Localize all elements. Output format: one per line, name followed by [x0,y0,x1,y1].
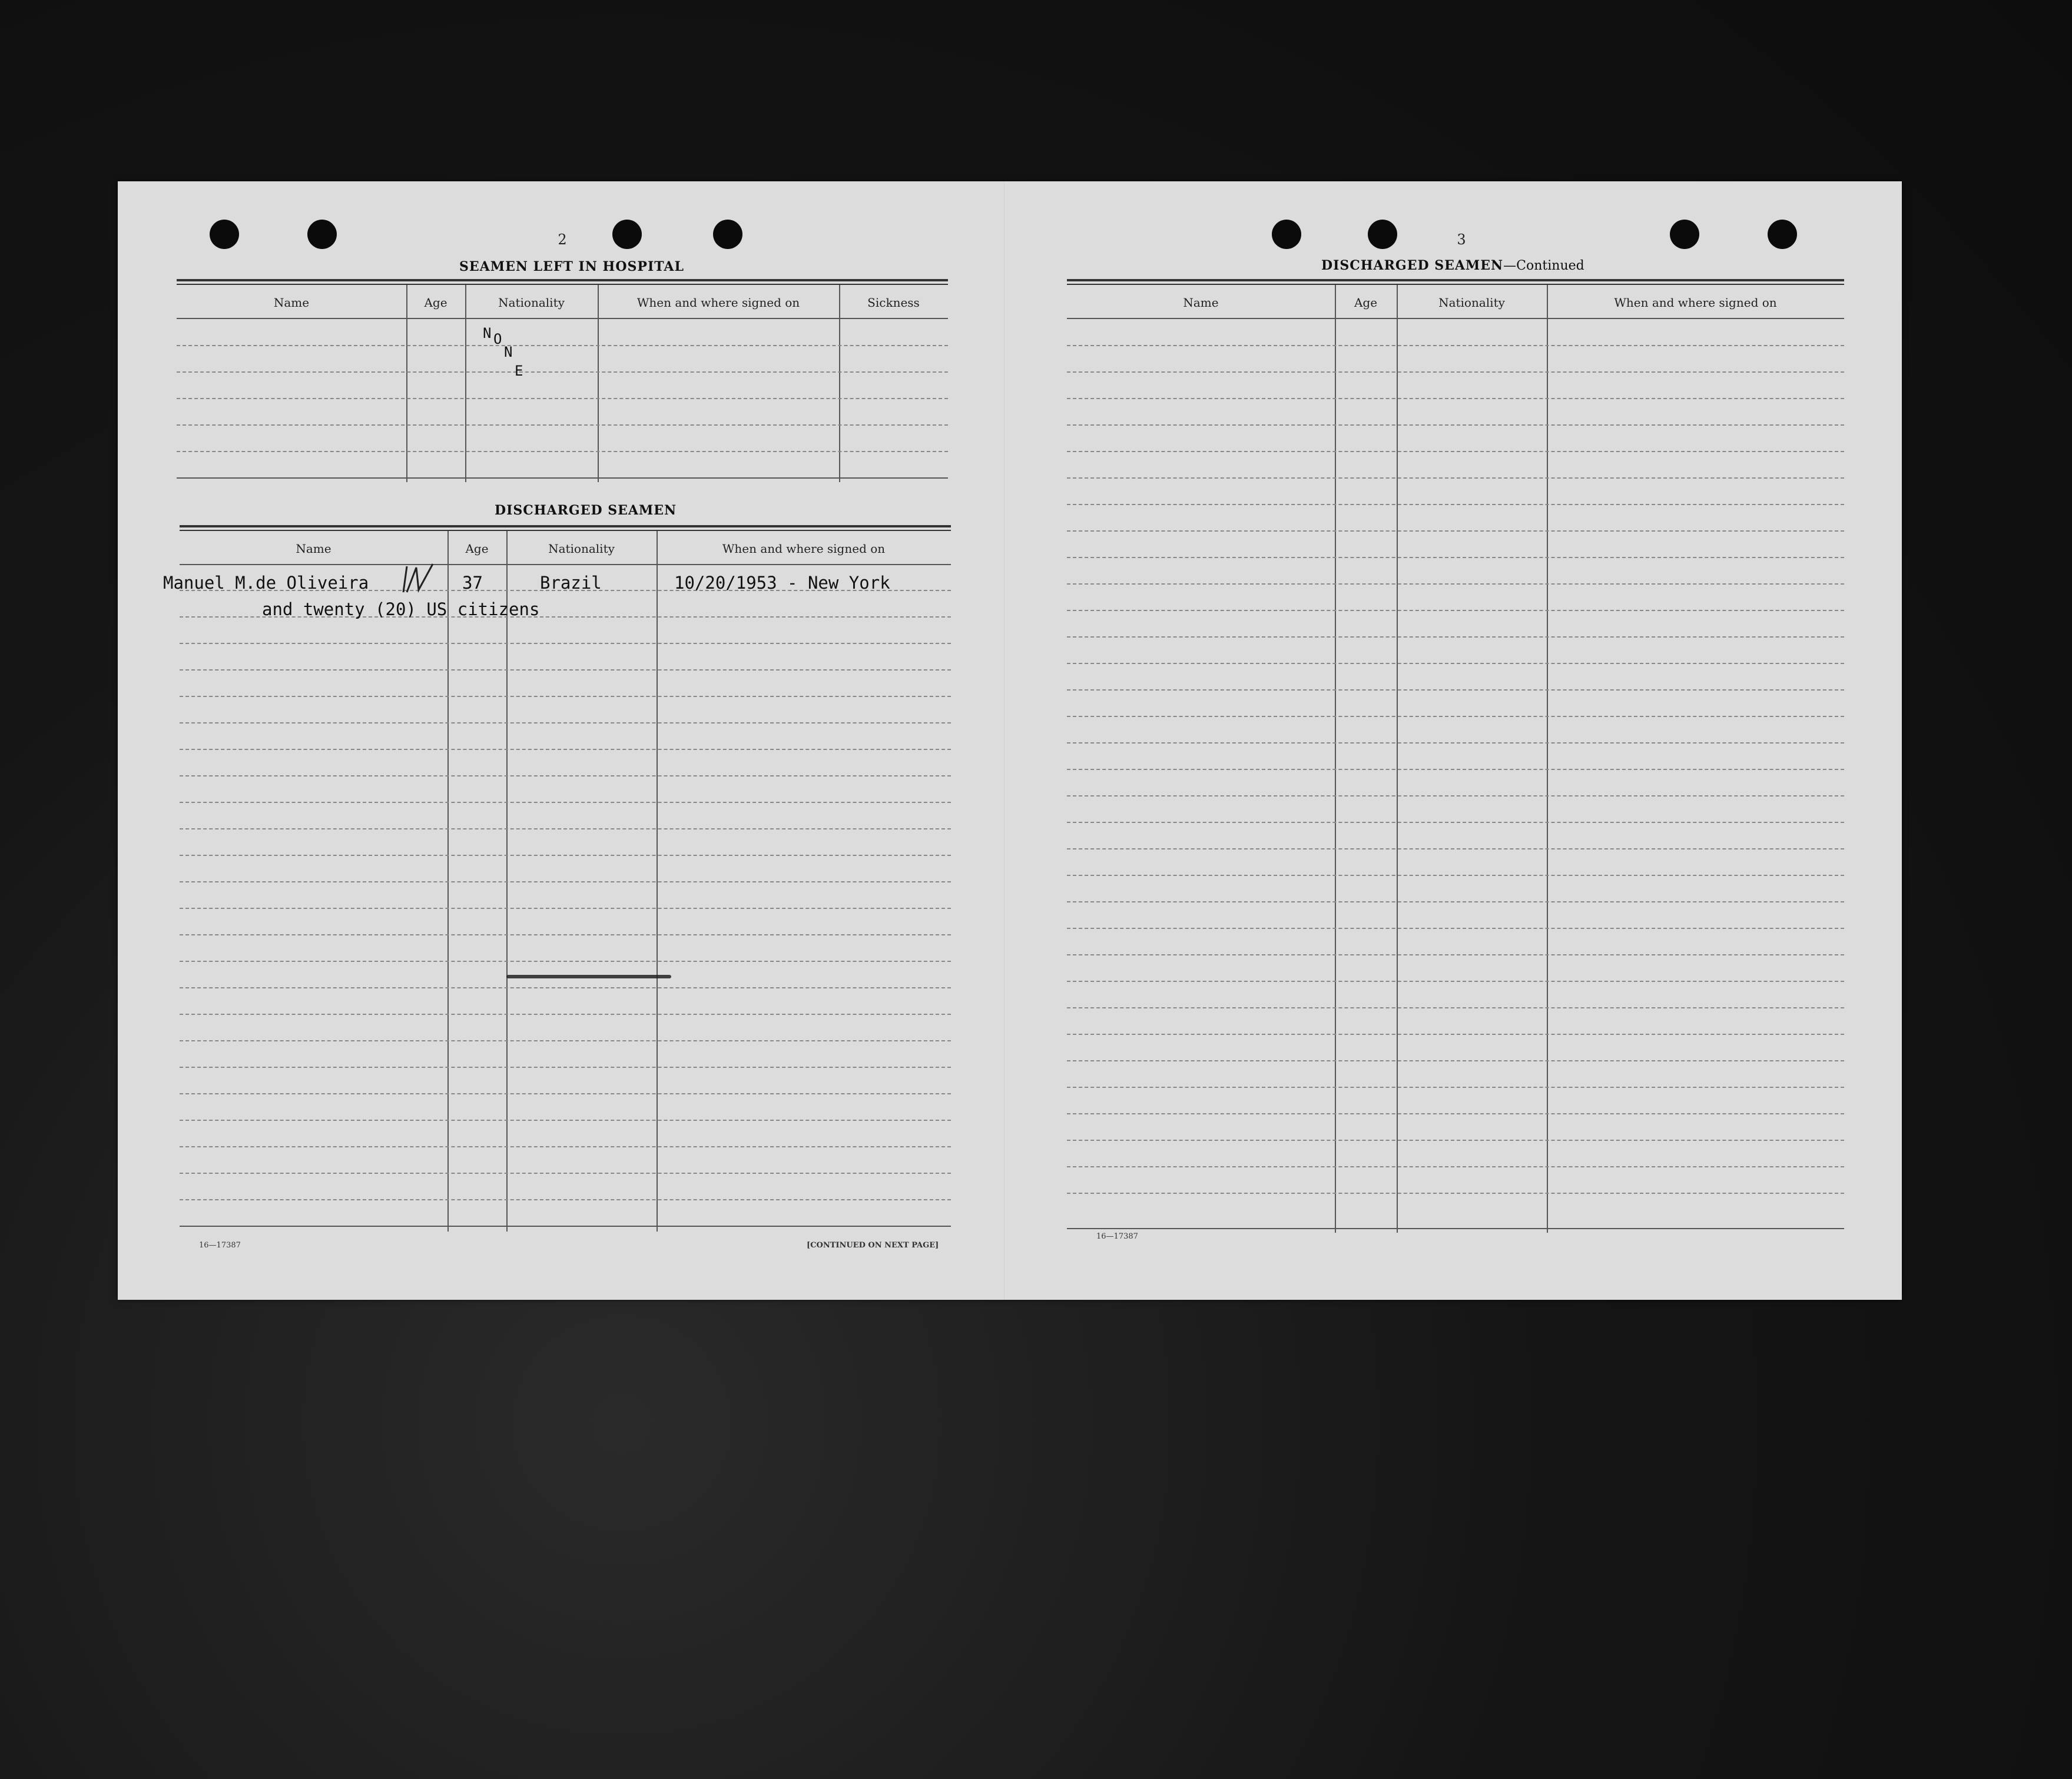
left-page [118,181,1004,1300]
col-header-name: Name [1183,296,1219,310]
none-letter: O [493,331,502,347]
col-header-signed-on: When and where signed on [1614,296,1777,310]
seaman-age: 37 [462,573,483,593]
ledger-sheet [118,181,1902,1300]
seaman-nationality: Brazil [540,573,602,593]
check-mark-icon [399,562,440,597]
title-continued: —Continued [1503,258,1584,273]
discharged-continued-title [1321,258,1584,273]
title-main: DISCHARGED SEAMEN [1321,258,1504,273]
form-number: 16—17387 [1096,1232,1138,1241]
punch-hole [713,220,742,249]
discharged-note: and twenty (20) US citizens [262,599,540,619]
col-header-nationality: Nationality [498,296,565,310]
continued-note: [CONTINUED ON NEXT PAGE] [807,1241,939,1250]
col-header-signed-on: When and where signed on [636,296,800,310]
discharged-continued-table [1067,279,1844,1233]
col-header-nationality: Nationality [548,542,615,556]
right-page [1005,181,1902,1300]
col-header-signed-on: When and where signed on [722,542,886,556]
hospital-section-title: SEAMEN LEFT IN HOSPITAL [459,259,684,274]
page-number: 3 [1457,231,1466,248]
punch-hole [1272,220,1301,249]
form-number: 16—17387 [199,1241,241,1250]
col-header-age: Age [1354,296,1378,310]
none-letter: N [504,344,513,360]
col-header-age: Age [465,542,489,556]
punch-hole [1368,220,1397,249]
page-number: 2 [558,231,567,248]
col-header-name: Name [273,296,310,310]
punch-hole [307,220,337,249]
discharged-table [163,525,951,1232]
punch-hole [1768,220,1797,249]
col-header-sickness: Sickness [867,296,920,310]
punch-hole [1670,220,1699,249]
punch-hole [612,220,642,249]
seaman-signed-on: 10/20/1953 - New York [674,573,890,593]
col-header-age: Age [424,296,447,310]
col-header-name: Name [296,542,331,556]
col-header-nationality: Nationality [1438,296,1505,310]
ink-smudge [506,975,671,978]
none-letter: N [483,325,492,341]
punch-hole [210,220,239,249]
discharged-section-title: DISCHARGED SEAMEN [495,503,677,518]
hospital-table [177,279,948,482]
seaman-name: Manuel M.de Oliveira [163,573,369,593]
none-letter: E [515,363,523,379]
